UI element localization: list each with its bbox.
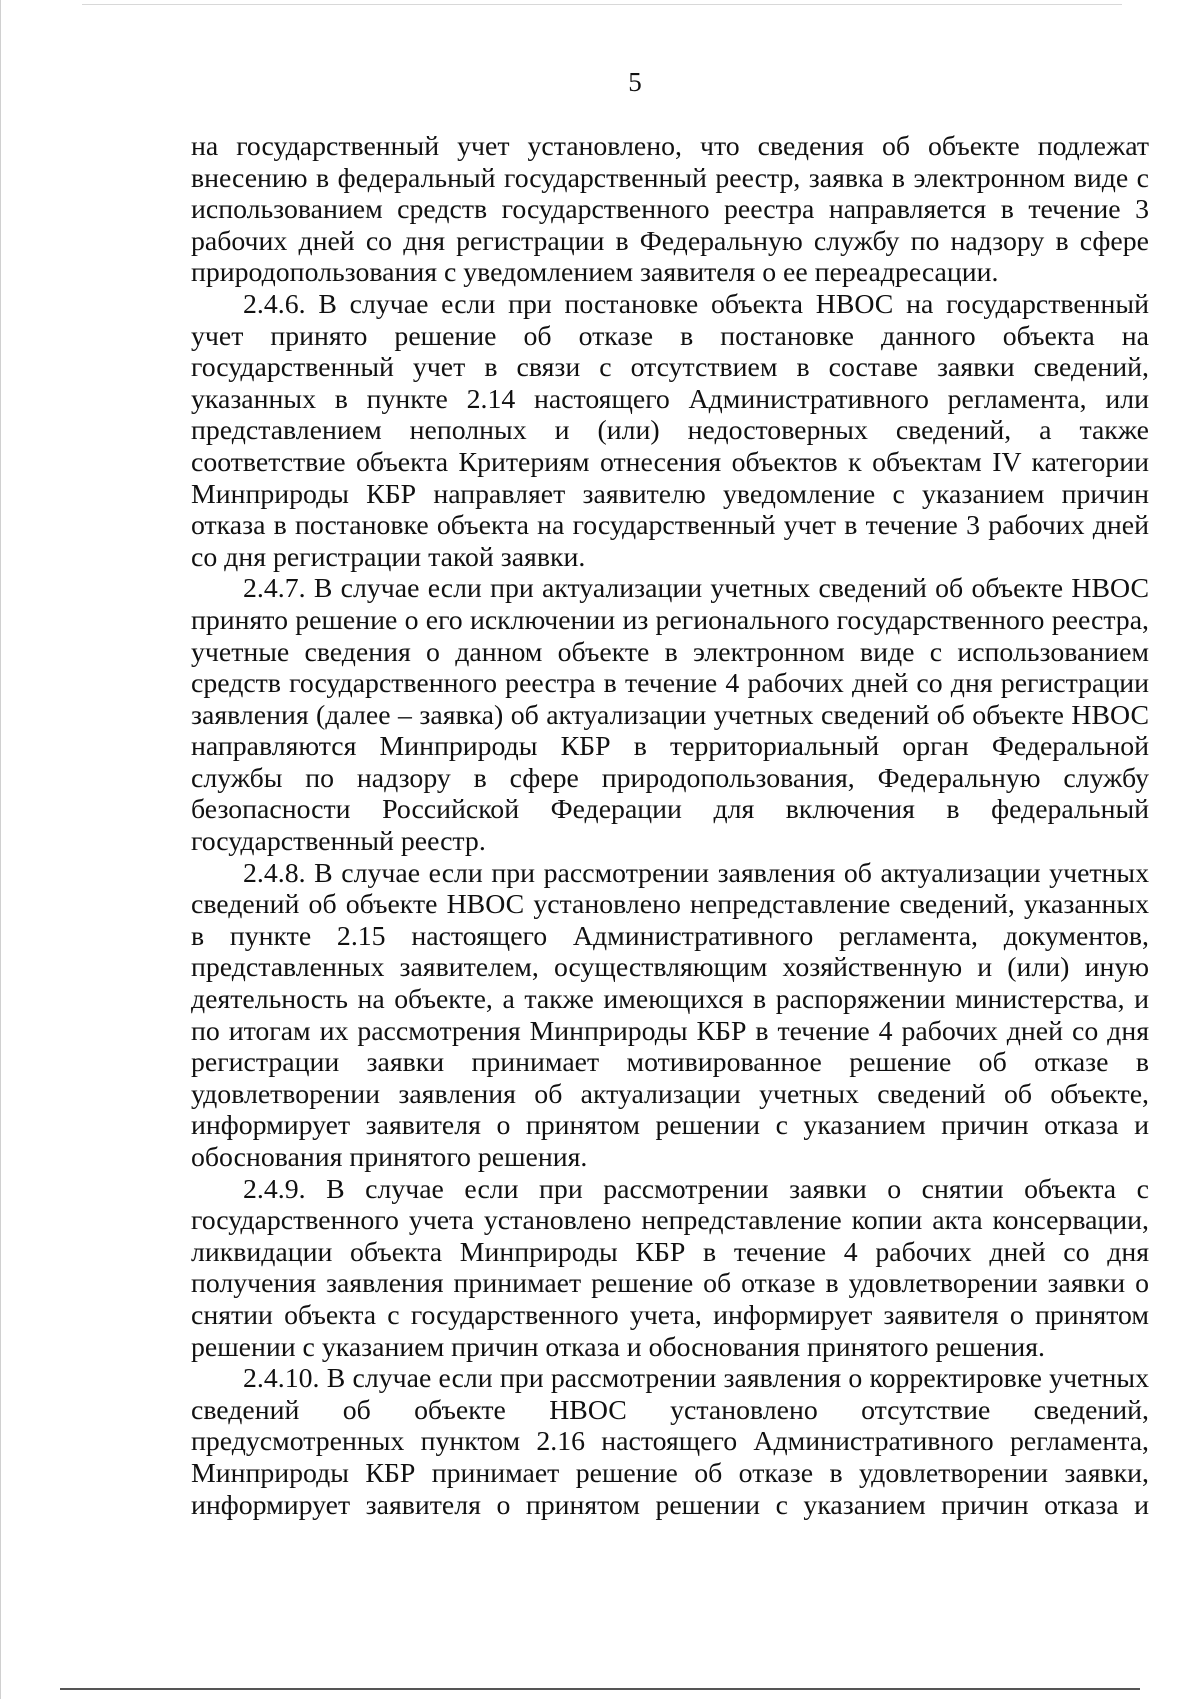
paragraph-continuation: на государственный учет установлено, что сведения об объекте подлежат внесению в федеральный государственный реестр, заявка в электронном виде с использованием средств государственного реестра направляется в течение 3 рабочих дней со дня регистрации в Федеральную службу по надзору в сфере природопользования с уведомлением заявителя о ее переадресации.: [191, 131, 1149, 289]
scan-edge-top: [82, 4, 1122, 5]
paragraph-2-4-6: 2.4.6. В случае если при постановке объекта НВОС на государственный учет принято решение об отказе в постановке данного объекта на государственный учет в связи с отсутствием в составе заявки сведений, указанных в пункте 2.14 настоящего Административного регламента, или представлением неполных и (или) недостоверных сведений, а также соответствие объекта Критериям отнесения объектов к объектам IV категории Минприроды КБР направляет заявителю уведомление с указанием причин отказа в постановке объекта на государственный учет в течение 3 рабочих дней со дня регистрации такой заявки.: [191, 288, 1149, 573]
scan-edge-bottom: [60, 1688, 1140, 1690]
paragraph-2-4-10: 2.4.10. В случае если при рассмотрении заявления о корректировке учетных сведений об объекте НВОС установлено отсутствие сведений, предусмотренных пунктом 2.16 настоящего Административного регламента, Минприроды КБР принимает решение об отказе в удовлетворении заявки, информирует заявителя о принятом решении с указанием причин отказа и: [191, 1363, 1149, 1521]
page-number: 5: [628, 67, 642, 97]
paragraph-2-4-8: 2.4.8. В случае если при рассмотрении заявления об актуализации учетных сведений об объекте НВОС установлено непредставление сведений, указанных в пункте 2.15 настоящего Административного регламента, документов, представленных заявителем, осуществляющим хозяйственную и (или) иную деятельность на объекте, а также имеющихся в распоряжении министерства, и по итогам их рассмотрения Минприроды КБР в течение 4 рабочих дней со дня регистрации заявки принимает мотивированное решение об отказе в удовлетворении заявления об актуализации учетных сведений об объекте, информирует заявителя о принятом решении с указанием причин отказа и обоснования принятого решения.: [191, 857, 1149, 1173]
scan-edge-left: [0, 0, 1, 1699]
paragraph-2-4-7: 2.4.7. В случае если при актуализации учетных сведений об объекте НВОС принято решение о его исключении из регионального государственного реестра, учетные сведения о данном объекте в электронном виде с использованием средств государственного реестра в течение 4 рабочих дней со дня регистрации заявления (далее – заявка) об актуализации учетных сведений об объекте НВОС направляются Минприроды КБР в территориальный орган Федеральной службы по надзору в сфере природопользования, Федеральную службу безопасности Российской Федерации для включения в федеральный государственный реестр.: [191, 573, 1149, 858]
paragraph-2-4-9: 2.4.9. В случае если при рассмотрении заявки о снятии объекта с государственного учета установлено непредставление копии акта консервации, ликвидации объекта Минприроды КБР в течение 4 рабочих дней со дня получения заявления принимает решение об отказе в удовлетворении заявки о снятии объекта с государственного учета, информирует заявителя о принятом решении с указанием причин отказа и обоснования принятого решения.: [191, 1173, 1149, 1363]
document-body: [191, 131, 1149, 1521]
